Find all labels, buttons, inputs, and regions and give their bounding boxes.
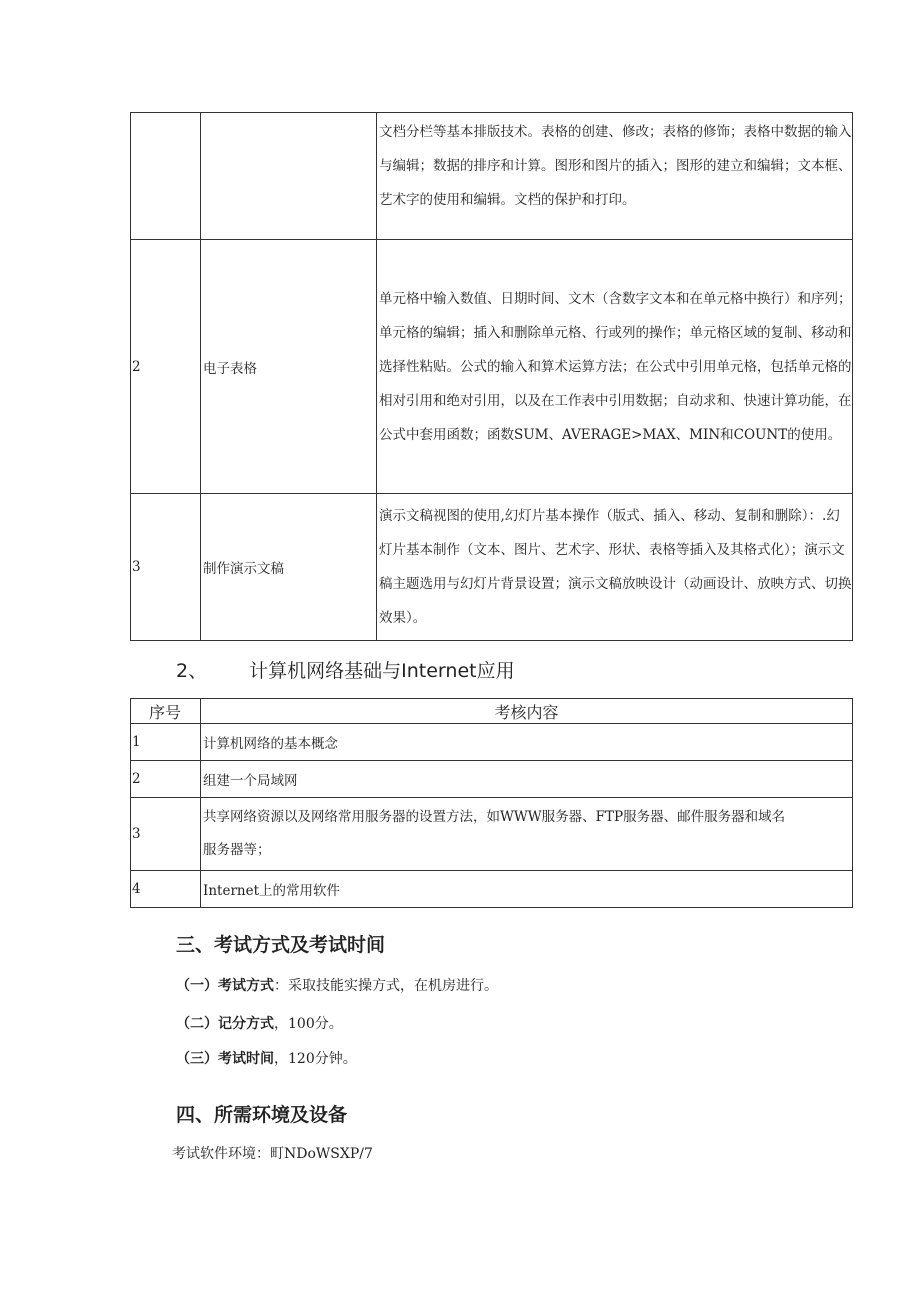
table-row xyxy=(131,494,853,641)
item-label: （一）考试方式 xyxy=(176,978,274,994)
software-environment: 考试软件环境：町NDoWSXP/7 xyxy=(172,1146,373,1162)
table-row xyxy=(131,761,853,798)
table-header-row xyxy=(131,699,853,724)
item-label: （二）记分方式 xyxy=(176,1016,274,1032)
network-content-table xyxy=(130,698,853,908)
table-row xyxy=(131,113,853,240)
row-number: 1 xyxy=(131,724,201,761)
item-label: （三）考试时间 xyxy=(176,1051,274,1067)
section-2-title: 计算机网络基础与Internet应用 xyxy=(249,660,515,682)
row-title: 电子表格 xyxy=(201,240,377,494)
row-number xyxy=(131,113,201,240)
section-3-title: 三、考试方式及考试时间 xyxy=(176,934,386,956)
table-row xyxy=(131,240,853,494)
scoring-method-item xyxy=(176,1013,343,1033)
header-content: 考核内容 xyxy=(201,699,853,724)
row-content: 演示文稿视图的使用,幻灯片基本操作（版式、插入、移动、复制和删除）：.幻灯片基本制作（文本、图片、艺术字、形状、表格等插入及其格式化）；演示文稿主题选用与幻灯片背景设置；演示文稿放映设计（动画设计、放映方式、切换效果）。 xyxy=(377,494,853,641)
table-row xyxy=(131,871,853,908)
row-content: 共享网络资源以及网络常用服务器的设置方法，如WWW服务器、FTP服务器、邮件服务器和域名服务器等； xyxy=(201,798,853,871)
row-content: 计算机网络的基本概念 xyxy=(201,724,853,761)
table-row xyxy=(131,724,853,761)
row-content: Internet上的常用软件 xyxy=(201,871,853,908)
header-number: 序号 xyxy=(131,699,201,724)
section-2-heading xyxy=(176,656,515,683)
row-number: 2 xyxy=(131,240,201,494)
exam-method-item xyxy=(176,975,498,995)
course-content-table xyxy=(130,112,853,641)
row-number: 3 xyxy=(131,798,201,871)
item-text: ：采取技能实操方式，在机房进行。 xyxy=(274,978,498,994)
row-title xyxy=(201,113,377,240)
row-number: 2 xyxy=(131,761,201,798)
item-text: ，120分钟。 xyxy=(274,1051,357,1067)
row-content: 文档分栏等基本排版技术。表格的创建、修改；表格的修饰；表格中数据的输入与编辑；数据的排序和计算。图形和图片的插入；图形的建立和编辑；文本框、艺术字的使用和编辑。文档的保护和打印。 xyxy=(377,113,853,240)
row-content: 组建一个局域网 xyxy=(201,761,853,798)
item-text: ，100分。 xyxy=(274,1016,343,1032)
section-4-title: 四、所需环境及设备 xyxy=(176,1104,348,1126)
row-content: 单元格中输入数值、日期时间、文木（含数字文本和在单元格中换行）和序列；单元格的编辑；插入和删除单元格、行或列的操作；单元格区域的复制、移动和选择性粘贴。公式的输入和算术运算方法；在公式中引用单元格，包括单元格的相对引用和绝对引用，以及在工作表中引用数据；自动求和、快速计算功能，在公式中套用函数；函数SUM、AVERAGE>MAX、MIN和COUNT的使用。 xyxy=(377,240,853,494)
row-title: 制作演示文稿 xyxy=(201,494,377,641)
row-number: 3 xyxy=(131,494,201,641)
row-number: 4 xyxy=(131,871,201,908)
exam-time-item xyxy=(176,1048,357,1068)
table-row xyxy=(131,798,853,871)
section-2-number: 2、 xyxy=(176,660,208,682)
